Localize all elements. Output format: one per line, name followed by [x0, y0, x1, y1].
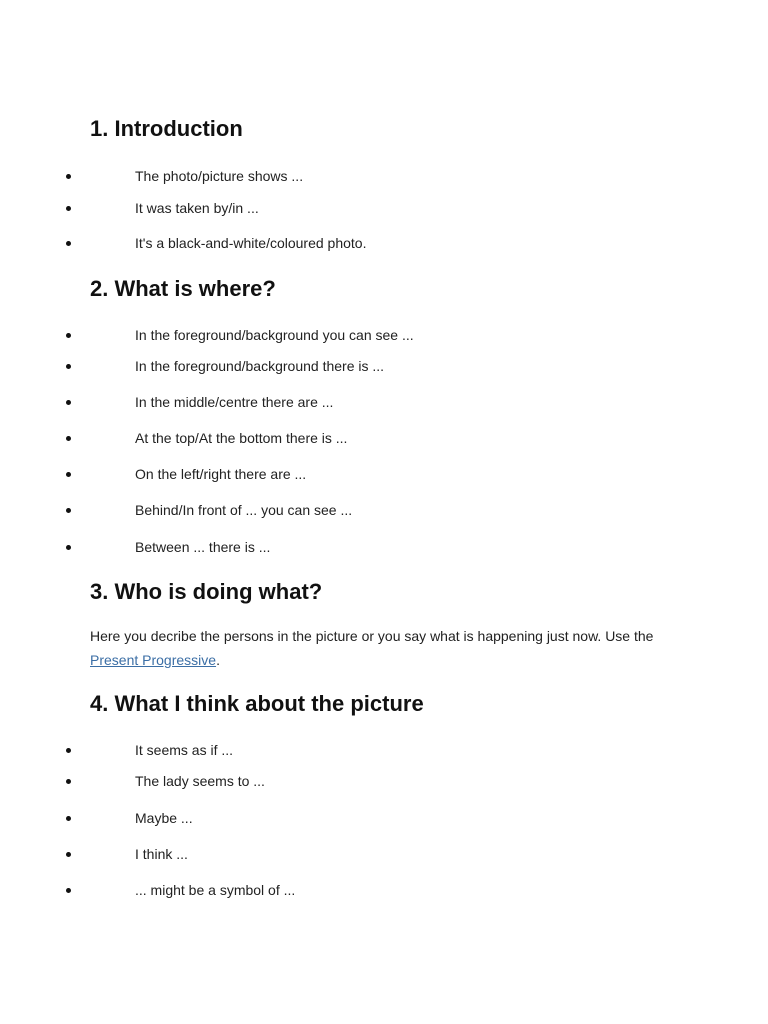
bullet-icon [66, 206, 71, 211]
list-item-text: Between ... there is ... [135, 539, 271, 555]
bullet-icon [66, 779, 71, 784]
list-item-text: It's a black-and-white/coloured photo. [135, 235, 367, 251]
list-item [0, 740, 768, 760]
bullet-icon [66, 545, 71, 550]
bullet-icon [66, 364, 71, 369]
bullet-icon [66, 333, 71, 338]
bullet-icon [66, 174, 71, 179]
list-item [0, 464, 768, 484]
paragraph-text: Here you decribe the persons in the picture or you say what is happening just now. Use the [90, 628, 654, 644]
paragraph-text-end: . [216, 652, 220, 668]
list-item-text: It seems as if ... [135, 742, 234, 758]
section-paragraph [90, 624, 690, 672]
list-item-text: Behind/In front of ... you can see ... [135, 502, 353, 518]
list-item-text: On the left/right there are ... [135, 466, 307, 482]
heading-introduction: 1. Introduction [90, 116, 243, 141]
heading-who-is-doing-what: 3. Who is doing what? [90, 579, 323, 604]
list-item [0, 233, 768, 253]
list-item-text: The photo/picture shows ... [135, 168, 304, 184]
bullet-icon [66, 748, 71, 753]
list-item-text: Maybe ... [135, 810, 193, 826]
bullet-icon [66, 508, 71, 513]
list-item [0, 880, 768, 900]
list-item [0, 500, 768, 520]
present-progressive-link[interactable]: Present Progressive [90, 652, 217, 668]
heading-what-is-where: 2. What is where? [90, 276, 276, 301]
list-item-text: At the top/At the bottom there is ... [135, 430, 348, 446]
list-item [0, 844, 768, 864]
list-item [0, 325, 768, 345]
bullet-icon [66, 436, 71, 441]
list-item [0, 808, 768, 828]
list-item-text: I think ... [135, 846, 188, 862]
bullet-icon [66, 852, 71, 857]
list-item [0, 428, 768, 448]
bullet-icon [66, 400, 71, 405]
list-item [0, 198, 768, 218]
list-item [0, 537, 768, 557]
list-item [0, 166, 768, 186]
list-item-text: In the foreground/background there is ... [135, 358, 385, 374]
list-item-text: It was taken by/in ... [135, 200, 259, 216]
list-item [0, 392, 768, 412]
bullet-icon [66, 888, 71, 893]
list-item-text: In the foreground/background you can see ... [135, 327, 414, 343]
bullet-icon [66, 241, 71, 246]
bullet-icon [66, 816, 71, 821]
list-item [0, 771, 768, 791]
list-item-text: ... might be a symbol of ... [135, 882, 296, 898]
list-item-text: The lady seems to ... [135, 773, 265, 789]
list-item [0, 356, 768, 376]
list-item-text: In the middle/centre there are ... [135, 394, 334, 410]
bullet-icon [66, 472, 71, 477]
heading-what-i-think: 4. What I think about the picture [90, 691, 424, 716]
